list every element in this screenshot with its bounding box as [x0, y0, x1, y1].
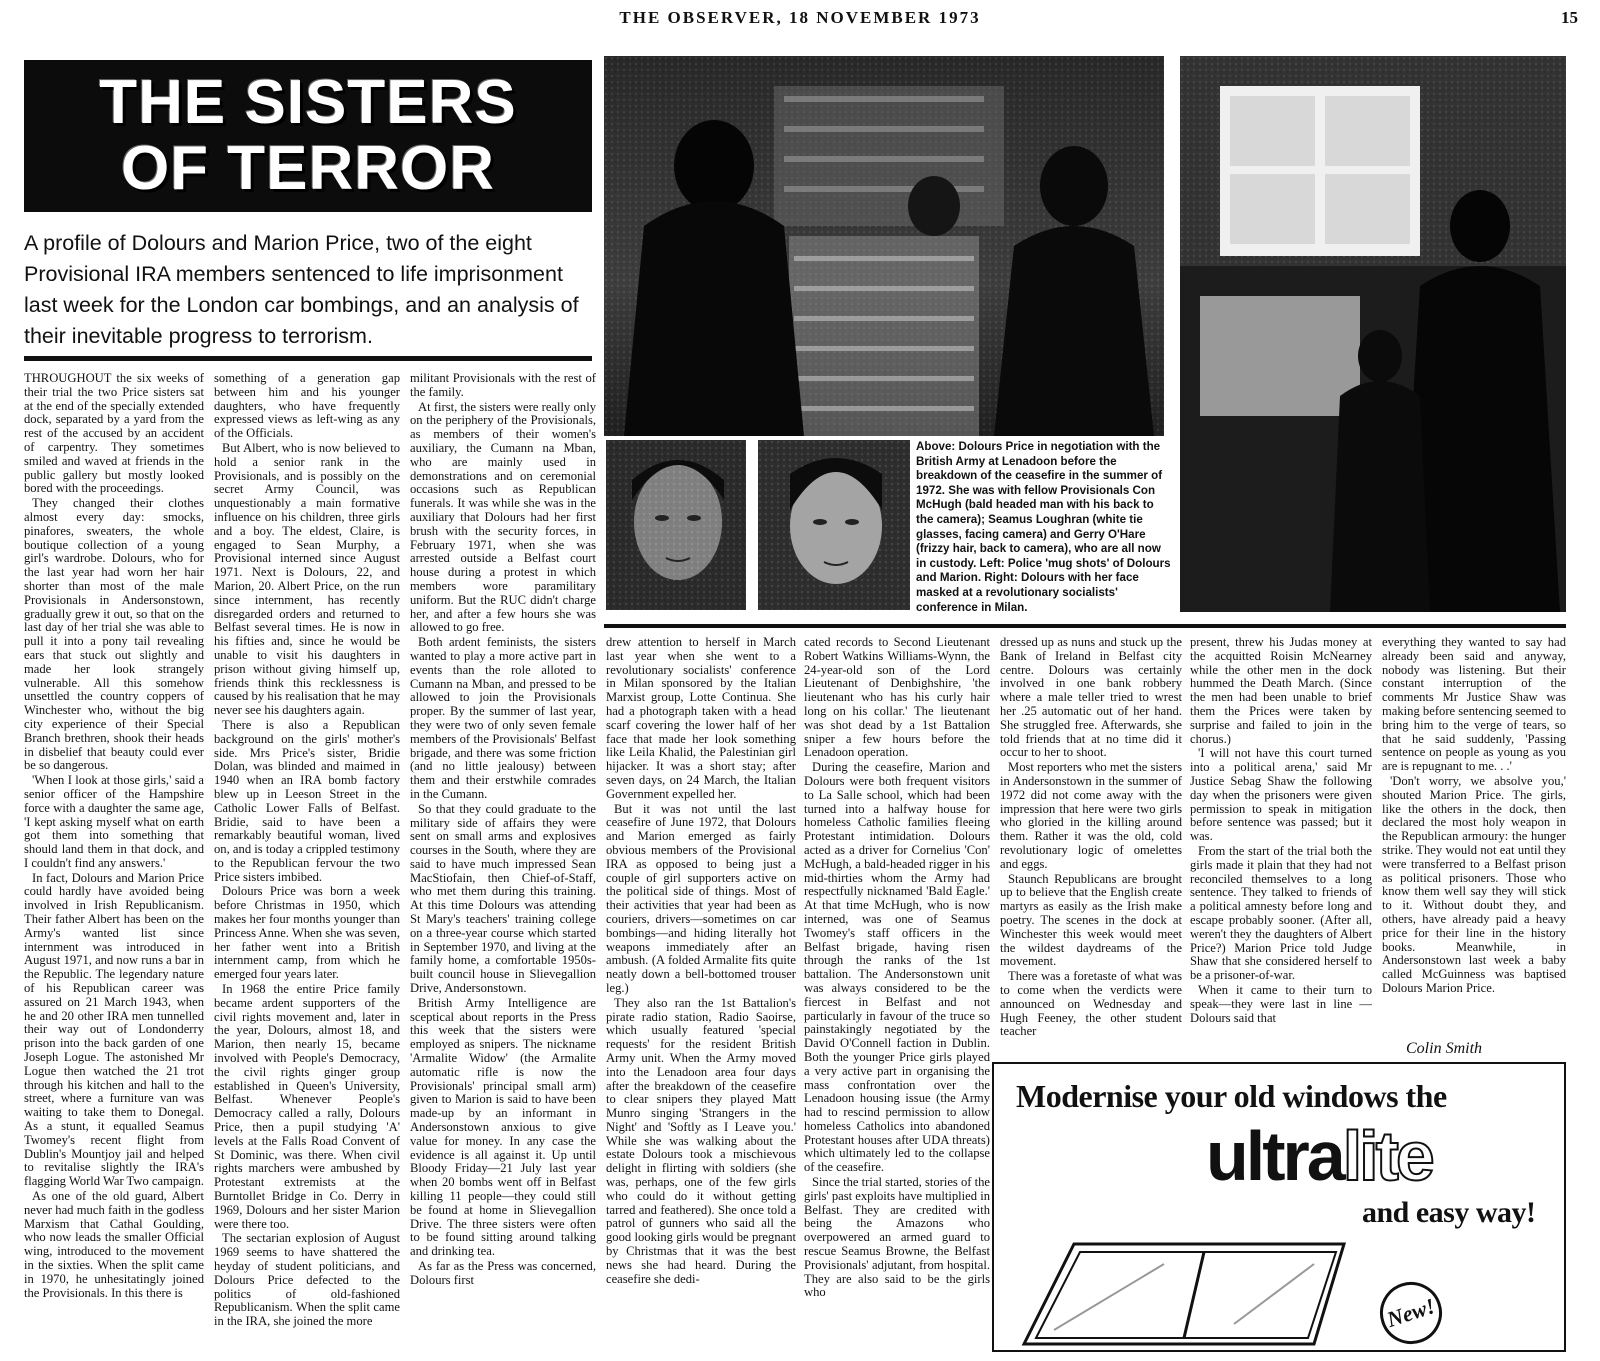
article-paragraph: 'Don't worry, we absolve you,' shouted Marion Price. The girls, like the others in the dock, then declared the most holy weapon in the Republican armoury: the hunger strike. They would not eat until they were transferred to a Belfast prison as political prisoners. Those who know them well say they will stick to it. Without doubt they, and others, have already paid a heavy price for their line in the history books. Meanwhile, in Andersonstown last week a baby called McGuinness was baptised Dolours Marion Price.: [1382, 773, 1566, 995]
article-paragraph: In fact, Dolours and Marion Price could hardly have avoided being involved in Irish Republicanism. Their father Albert has been on the Army's wanted list since internment was introduced in August 1971, and now runs a bar in the Republic. The legendary nature of his Republican career was assured on 21 March 1943, when he and 20 other IRA men tunnelled their way out of Londonderry prison into the back garden of one Joseph Logue. The astonished Mr Logue then watched the 21 trot through his kitchen and hall to the street, where a furniture van was waiting to take them to Donegal. As a stunt, it equalled Seamus Twomey's recent flight from Dublin's Mountjoy jail and helped to revitalise slightly the IRA's flagging World War Two campaign.: [24, 870, 204, 1189]
article-column-4: [606, 636, 796, 1356]
masthead: [0, 0, 1600, 40]
ad-brand-lite: lite: [1342, 1117, 1432, 1195]
article-column-8: [1382, 636, 1566, 1036]
article-column-7: [1190, 636, 1372, 1054]
advertisement-ultralite[interactable]: [992, 1062, 1566, 1352]
article-paragraph: When it came to their turn to speak—they were last in line — Dolours said that: [1190, 982, 1372, 1025]
ad-headline: Modernise your old windows the: [1016, 1078, 1447, 1114]
ad-new-badge: New!: [1372, 1274, 1450, 1352]
article-column-5: [804, 636, 990, 1356]
headline-line-2: OF TERROR: [120, 134, 496, 203]
article-paragraph: drew attention to herself in March last year when she went to a revolutionary socialists' conference in Milan sponsored by the Italian Marxist group, Lotte Continua. She had a photograph taken with a head scarf covering the lower half of her face that made her look something like Leila Khalid, the Palestinian girl hijacker. It was a short stay; after seven days, on 24 March, the Italian Government expelled her.: [606, 636, 796, 801]
article-paragraph: everything they wanted to say had already been said and anyway, nobody was listening. But their constant interruption of the comments Mr Justice Shaw was making before sentencing seemed to bring him to the verge of tears, so that he said suddenly, 'Passing sentence on people as young as you are is repugnant to me. . .': [1382, 636, 1566, 774]
article-paragraph: So that they could graduate to the military side of affairs they were sent on small arms and explosives courses in the South, where they are said to have much impressed Sean MacStiofain, then Chief-of-Staff, who met them during this training. At this time Dolours was attending St Mary's teachers' training college on a three-year course which started in September 1970, and living at the family home, a comfortable 1950s-built council house in Slievegallion Drive, Andersonstown.: [410, 801, 596, 996]
article-paragraph: They also ran the 1st Battalion's pirate radio station, Radio Saoirse, which usually featured 'special requests' for the resident British Army unit. When the Army moved into the Lenadoon area four days after the breakdown of the ceasefire to clear snipers they played Matt Munro singing 'Strangers in the Night' and 'Softly as I Leave you.' While she was walking about the estate Dolours took a mischievous delight in flirting with soldiers (she was, perhaps, one of the few girls who could do it without getting tarred and feathered). She once told a patrol of gunners who said all the good looking girls would be pregnant by Christmas that it was the best news she had heard. During the ceasefire she dedi-: [606, 995, 796, 1286]
article-paragraph: But Albert, who is now believed to hold a senior rank in the Provisionals, and is possibly on the secret Army Council, was unquestionably a main formative influence on his children, three girls and a boy. The eldest, Claire, is engaged to Sean Murphy, a Provisional interned since August 1971. Next is Dolours, 22, and Marion, 20. Albert Price, on the run since internment, has recently disregarded orders and returned to Belfast several times. He is now in his fifties and, since he would be unable to visit his daughters in prison without giving himself up, friends think this recklessness is caused by his realisation that he may never see his daughters again.: [214, 440, 400, 718]
window-frame-illustration: [1014, 1234, 1354, 1352]
article-paragraph: Both ardent feminists, the sisters wanted to play a more active part in events than the role alloted to Cumann na Mban, and pressed to be allowed to join the Provisionals proper. By the summer of last year, they were two of only seven female members of the Provisionals' Belfast brigade, and there was some friction (and no little jealousy) between them and their erstwhile comrades in the Cumann.: [410, 635, 596, 801]
headline-line-1: THE SISTERS: [99, 68, 517, 137]
article-paragraph: Most reporters who met the sisters in Andersonstown in the summer of 1972 did not come away with the impression that here were two girls who gloried in the killing around them. Rather it was the old, cold revolutionary logic of omelettes and eggs.: [1000, 760, 1182, 871]
article-paragraph: Dolours Price was born a week before Christmas in 1950, which makes her four months younger than Princess Anne. When she was seven, her father went into a British internment camp, from which he emerged four years later.: [214, 884, 400, 982]
article-paragraph: They changed their clothes almost every day: smocks, pinafores, sweaters, the whole boutique collection of a young girl's wardrobe. Dolours, who for the last year had worn her hair shorter than most of the male Provisionals in Andersonstown, gradually grew it out, so that on the last day of her trial she was able to pull it into a pony tail revealing ears that stuck out slightly and made her look strangely vulnerable. All this somehow unsettled the country coppers of Winchester who, without the big city experience of their Special Branch brethren, shook their heads in disbelief that beauty could ever be so dangerous.: [24, 496, 204, 773]
divider-rule: [604, 624, 1566, 628]
photo-mugshot-marion: [758, 440, 910, 610]
article-paragraph: There was a foretaste of what was to come when the verdicts were announced on Wednesday and Hugh Feeney, the other student teacher: [1000, 969, 1182, 1039]
article-column-1: [24, 372, 204, 1356]
article-column-6: [1000, 636, 1182, 1054]
article-column-3: [410, 372, 596, 1356]
article-paragraph: As far as the Press was concerned, Dolours first: [410, 1259, 596, 1287]
article-paragraph: present, threw his Judas money at the acquitted Roisin McNearney while the other men in the dock hummed the Death March. (Since the men had been unable to brief them the Prices were taken by surprise and failed to join in the chorus.): [1190, 636, 1372, 746]
article-paragraph: Since the trial started, stories of the girls' past exploits have multiplied in Belfast. They are credited with being the Amazons who overpowered an armed guard to rescue Seamus Browne, the Belfast Provisionals' adjutant, from hospital. They are also said to be the girls who: [804, 1175, 990, 1300]
article-paragraph: cated records to Second Lieutenant Robert Watkins Williams-Wynn, the 24-year-old son of the Lord Lieutenant of Denbighshire, 'the lieutenant who has his curly hair long on his collar.' The lieutenant was shot dead by a 1st Battalion sniper a few hours before the Lenadoon operation.: [804, 636, 990, 760]
article-paragraph: In 1968 the entire Price family became ardent supporters of the civil rights movement and, later in the year, Dolours, almost 18, and Marion, then nearly 15, became involved with People's Democracy, the civil rights ginger group established in Queen's University, Belfast. Whenever People's Democracy called a rally, Dolours Price, then a pupil studying 'A' levels at the Falls Road Convent of St Dominic, was there. When civil rights marchers were ambushed by Protestant extremists at the Burntollet Bridge in Co. Derry in 1969, Dolours and her sister Marion were there too.: [214, 982, 400, 1231]
article-paragraph: THROUGHOUT the six weeks of their trial the two Price sisters sat at the end of the specially extended dock, separated by a yard from the rest of the accused by an accident of carpentry. They sometimes smiled and waved at friends in the public gallery but mostly looked bored with the proceedings.: [24, 372, 204, 496]
article-paragraph: From the start of the trial both the girls made it plain that they had not reconciled themselves to a long sentence. They talked to friends of a political amnesty before long and escape probably sooner. (After all, weren't they the daughters of Albert Price?) Marion Price told Judge Shaw that she considered herself to be a prisoner-of-war.: [1190, 843, 1372, 983]
article-paragraph: The sectarian explosion of August 1969 seems to have shattered the heyday of student politicians, and Dolours Price defected to the politics of old-fashioned Republicanism. When the split came in the IRA, she joined the more: [214, 1231, 400, 1329]
article-paragraph: During the ceasefire, Marion and Dolours were both frequent visitors to La Salle school, which had been turned into a halfway house for homeless Catholic families fleeing Protestant intimidation. Dolours acted as a driver for Cornelius 'Con' McHugh, a bald-headed rigger in his mid-thirties whom the Army had respectfully nicknamed 'Bald Eagle.' At that time McHugh, who is now interned, was one of Seamus Twomey's staff officers in the Belfast brigade, having risen through the ranks of the 1st battalion. The Andersonstown unit was always considered to be the fiercest in Belfast and not particularly in favour of the truce so painstakingly negotiated by the David O'Connell faction in Dublin. Both the younger Price girls played a very active part in organising the mass confrontation over the Lenadoon housing issue (the Army had to rescind permission to allow homeless Catholics into abandoned Protestant houses after UDA threats) which ultimately led to the collapse of the ceasefire.: [804, 760, 990, 1175]
article-paragraph: something of a generation gap between him and his younger daughters, who have frequently expressed views as left-wing as any of the Officials.: [214, 372, 400, 441]
article-paragraph: British Army Intelligence are sceptical about reports in the Press this week that the sisters were employed as snipers. The nickname 'Armalite Widow' (the Armalite automatic rifle is now the Provisionals' principal small arm) given to Marion is said to have been made-up by an informant in Andersonstown anxious to give value for money. In any case the evidence is all against it. Up until Bloody Friday—21 July last year when 20 bombs went off in Belfast killing 11 people—they could still be found at home in Slievegallion Drive. The three sisters were often to be found sitting around talking and drinking tea.: [410, 995, 596, 1259]
ad-brand: [1206, 1116, 1432, 1196]
article-paragraph: There is also a Republican background on the girls' mother's side. Mrs Price's sister, Bridie Dolan, was blinded and maimed in 1940 when an IRA bomb factory blew up in Leeson Street in the Catholic Lower Falls of Belfast. Bridie, said to have been a remarkably beautiful woman, lived on, and is today a crippled testimony to the Republican fervour the two Price sisters imbibed.: [214, 717, 400, 884]
article-column-2: [214, 372, 400, 1356]
ad-brand-ultra: ultra: [1206, 1117, 1343, 1195]
article-paragraph: At first, the sisters were really only on the periphery of the Provisionals, as members of their women's auxiliary, the Cumann na Mban, who are mainly used in demonstrations and on ceremonial occasions such as Republican funerals. It was while she was in the auxiliary that Dolours had her first brush with the security forces, in February 1971, when she was arrested outside a Belfast court house during a protest in which members wore paramilitary uniform. But the RUC didn't charge her, and after a few hours she was allowed to go free.: [410, 399, 596, 635]
headline: [24, 60, 592, 212]
photo-lenadoon-negotiation: [604, 56, 1164, 436]
standfirst: A profile of Dolours and Marion Price, two of the eight Provisional IRA members sentenced to life imprisonment last week for the London car bombings, and an analysis of their inevitable progress to terrorism.: [24, 231, 579, 348]
photo-lenadoon-street: [1180, 56, 1566, 612]
photo-caption: Above: Dolours Price in negotiation with the British Army at Lenadoon before the breakdown of the ceasefire in the summer of 1972. She was with fellow Provisionals Con McHugh (bald headed man with his back to the camera); Seamus Loughran (white tie glasses, facing camera) and Gerry O'Hare (frizzy hair, back to camera), who are all now in custody. Left: Police 'mug shots' of Dolours and Marion. Right: Dolours with her face masked at a revolutionary socialists' conference in Milan.: [916, 440, 1171, 614]
article-paragraph: But it was not until the last ceasefire of June 1972, that Dolours and Marion emerged as fairly obvious members of the Provisional IRA as opposed to being just a couple of girl supporters active on the political side of things. Most of their activities that year had been as couriers, drivers—sometimes on car bombings—and hiding literally hot weapons immediately after an ambush. (A folded Armalite fits quite neatly down a bell-bottomed trouser leg.): [606, 801, 796, 995]
article-paragraph: dressed up as nuns and stuck up the Bank of Ireland in Belfast city centre. Dolours was certainly involved in one bank robbery where a male teller tried to wrest her .25 automatic out of her hand. She struggled free. Afterwards, she told friends that at no time did it occur to her to shoot.: [1000, 636, 1182, 760]
masthead-line: THE OBSERVER, 18 NOVEMBER 1973: [619, 8, 981, 27]
article-paragraph: 'When I look at those girls,' said a senior officer of the Hampshire force with a daughter the same age, 'I kept asking myself what on earth got them into something that should land them in that dock, and I couldn't find any answers.': [24, 773, 204, 870]
article-paragraph: militant Provisionals with the rest of the family.: [410, 372, 596, 399]
byline: Colin Smith: [1406, 1040, 1483, 1057]
ad-subhead: and easy way!: [1362, 1196, 1536, 1229]
article-paragraph: Staunch Republicans are brought up to believe that the English create martyrs as easily as the Irish make poetry. The scenes in the dock at Winchester this week would meet the wildest daydreams of the movement.: [1000, 871, 1182, 969]
page-number: 15: [1561, 8, 1578, 27]
divider-rule: [24, 356, 592, 361]
article-paragraph: As one of the old guard, Albert never had much faith in the godless Marxism that Cathal Goulding, who now leads the smaller Official wing, introduced to the movement in the sixties. When the split came in 1970, he unhesitatingly joined the Provisionals. In this there is: [24, 1189, 204, 1300]
photo-mugshot-dolours: [606, 440, 746, 610]
article-paragraph: 'I will not have this court turned into a political arena,' said Mr Justice Sebag Shaw the following day when the prisoners were given permission to speak in mitigation before sentence was passed; but it was.: [1190, 746, 1372, 844]
